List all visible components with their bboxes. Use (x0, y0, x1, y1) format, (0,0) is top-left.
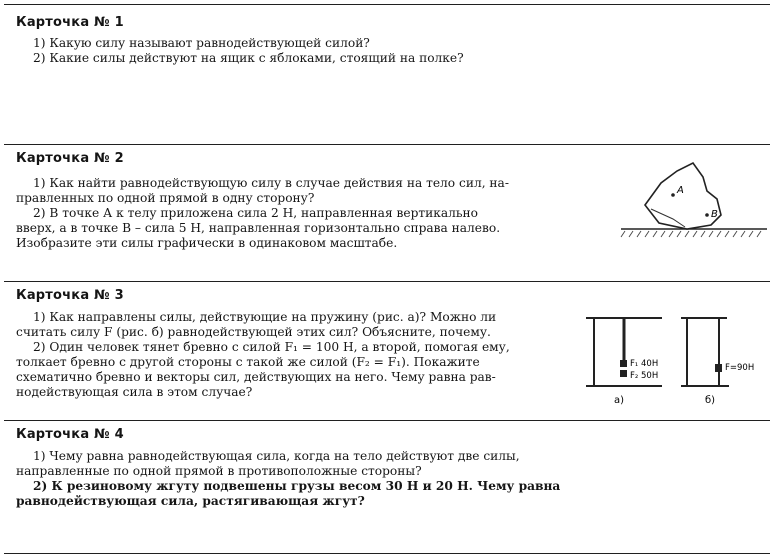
body-on-surface-figure (615, 153, 775, 243)
card-2-line-3: 2) В точке А к телу приложена сила 2 Н, направленная вертикально (33, 206, 478, 220)
force-f-label: F=90H (725, 363, 755, 373)
card-2-line-2: правленных по одной прямой в одну сторону? (16, 191, 315, 205)
card-3-line-6: нодействующая сила в этом случае? (16, 385, 253, 399)
card-3-line-3: 2) Один человек тянет бревно с силой F₁ = 100 Н, а второй, помогая ему, (33, 340, 510, 354)
force-f2-label: F₂ 50H (630, 371, 659, 381)
card-3-line-5: схематично бревно и векторы сил, действующих на него. Чему равна рав- (16, 370, 496, 384)
card-4-line-1: 1) Чему равна равнодействующая сила, когда на тело действуют две силы, (33, 449, 520, 463)
point-a-label: A (677, 185, 684, 196)
card-1-title: Карточка № 1 (16, 15, 124, 30)
card-2-title: Карточка № 2 (16, 151, 124, 166)
card-4-title: Карточка № 4 (16, 427, 124, 442)
separator-1 (4, 144, 770, 145)
separator-3 (4, 420, 770, 421)
spring-figure-a (580, 302, 670, 414)
force-f1-label: F₁ 40H (630, 359, 659, 369)
card-4-line-4: равнодействующая сила, растягивающая жгут? (16, 494, 365, 508)
card-4-line-3: 2) К резиновому жгуту подвешены грузы весом 30 Н и 20 Н. Чему равна (33, 479, 561, 493)
card-3-line-4: толкает бревно с другой стороны с такой же силой (F₂ = F₁). Покажите (16, 355, 480, 369)
bottom-border (4, 553, 770, 554)
card-2-line-1: 1) Как найти равнодействующую силу в случае действия на тело сил, на- (33, 176, 509, 190)
card-4-line-2: направленные по одной прямой в противоположные стороны? (16, 464, 422, 478)
card-1-line-2: 2) Какие силы действуют на ящик с яблоками, стоящий на полке? (33, 51, 464, 65)
point-b-label: B (711, 209, 718, 220)
separator-2 (4, 281, 770, 282)
caption-b: б) (705, 395, 716, 406)
card-3-title: Карточка № 3 (16, 288, 124, 303)
card-2-line-5: Изобразите эти силы графически в одинаковом масштабе. (16, 236, 398, 250)
card-3-line-2: считать силу F (рис. б) равнодействующей этих сил? Объясните, почему. (16, 325, 491, 339)
caption-a: а) (614, 395, 625, 406)
card-3-line-1: 1) Как направлены силы, действующие на пружину (рис. а)? Можно ли (33, 310, 497, 324)
top-border (4, 4, 770, 5)
card-2-line-4: вверх, а в точке В – сила 5 Н, направленная горизонтально справа налево. (16, 221, 501, 235)
spring-figure-b (675, 302, 765, 414)
card-1-line-1: 1) Какую силу называют равнодействующей силой? (33, 36, 370, 50)
